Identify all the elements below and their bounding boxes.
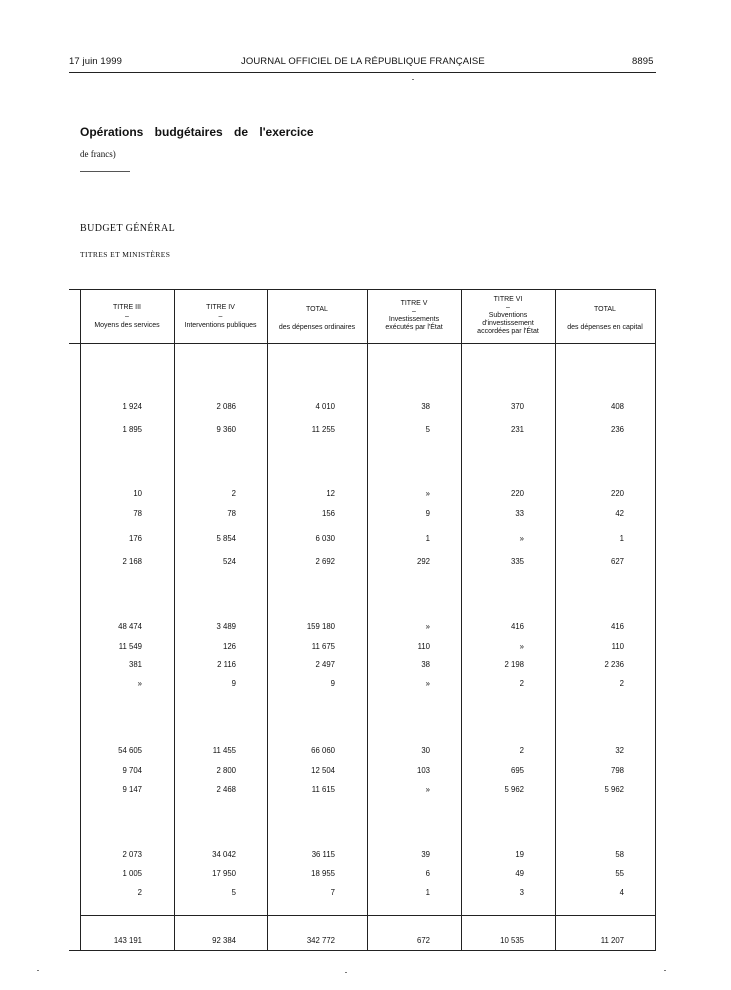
table-cell: 231 [510, 425, 524, 434]
column-header-line: TITRE VI [493, 296, 523, 303]
table-cell: 110 [417, 642, 430, 651]
table-cell: 524 [222, 557, 236, 566]
table-cell: 2 497 [315, 660, 335, 669]
table-cell: 159 180 [306, 622, 335, 631]
table-cell: 32 [615, 746, 624, 755]
table-cell: 48 474 [118, 622, 142, 631]
table-cell: 342 772 [306, 936, 335, 945]
column-header-titre-3 [80, 303, 174, 330]
table-cell: 58 [615, 850, 624, 859]
page-title: Opérations budgétaires de l'exercice [80, 125, 314, 139]
column-header-line: – [412, 308, 416, 315]
table-cell: 5 [231, 888, 236, 897]
table-cell: 1 005 [122, 869, 142, 878]
table-cell: 408 [610, 402, 624, 411]
table-cell: 36 115 [311, 850, 335, 859]
table-cell: 695 [510, 766, 524, 775]
table-cell: 103 [416, 766, 430, 775]
header-page-number: 8895 [632, 56, 654, 67]
table-cell: 2 236 [604, 660, 624, 669]
column-header-titre-6 [461, 296, 555, 336]
table-cell: 1 924 [122, 402, 142, 411]
table-cell: 370 [510, 402, 524, 411]
header-journal-title: JOURNAL OFFICIEL DE LA RÉPUBLIQUE FRANÇAISE [241, 56, 485, 67]
table-cell: 3 [519, 888, 524, 897]
table-cell: 220 [510, 489, 524, 498]
table-cell: 3 489 [216, 622, 236, 631]
table-cell: » [137, 679, 142, 688]
table-cell: 10 [133, 489, 142, 498]
table-cell: 78 [227, 509, 236, 518]
column-header-total-capital [555, 305, 655, 332]
table-cell: 2 168 [122, 557, 142, 566]
column-header-line: Moyens des services [94, 322, 160, 329]
column-header-line: – [125, 313, 129, 320]
table-cell: 1 895 [122, 425, 142, 434]
table-cell: 11 675 [311, 642, 335, 651]
table-cell: 30 [421, 746, 430, 755]
print-mark [37, 970, 39, 971]
table-cell: 7 [330, 888, 335, 897]
table-cell: 156 [321, 509, 335, 518]
table-total-rule [80, 915, 656, 916]
table-cell: 11 549 [118, 642, 142, 651]
table-cell: 9 [425, 509, 430, 518]
table-cell: 2 800 [216, 766, 236, 775]
table-cell: 9 704 [122, 766, 142, 775]
column-header-total-ordinaires [267, 305, 367, 332]
column-header-titre-4 [174, 303, 267, 330]
table-cell: 5 854 [216, 534, 236, 543]
table-cell: 2 [619, 679, 624, 688]
table-cell: 627 [610, 557, 624, 566]
table-top-rule [69, 289, 656, 290]
column-header-line: Interventions publiques [184, 322, 257, 329]
print-mark [664, 970, 666, 971]
table-cell: 2 [519, 746, 524, 755]
print-mark [412, 79, 414, 80]
table-cell: 2 [137, 888, 142, 897]
column-header-line: Investissements [388, 316, 440, 323]
table-cell: 143 191 [113, 936, 142, 945]
table-cell: 6 [425, 869, 430, 878]
column-header-line: des dépenses ordinaires [278, 324, 356, 331]
table-cell: 9 360 [216, 425, 236, 434]
table-cell: 55 [615, 869, 624, 878]
table-cell: 9 [330, 679, 335, 688]
table-cell: 34 042 [212, 850, 236, 859]
table-cell: 12 504 [311, 766, 335, 775]
table-cell: 10 535 [500, 936, 524, 945]
table-cell: 49 [515, 869, 524, 878]
table-cell: 798 [610, 766, 624, 775]
table-cell: » [425, 785, 430, 794]
table-cell: 38 [421, 660, 430, 669]
section-heading: BUDGET GÉNÉRAL [80, 223, 176, 234]
table-cell: » [519, 534, 524, 543]
table-cell: 2 692 [315, 557, 335, 566]
table-cell: 18 955 [311, 869, 335, 878]
table-cell: 126 [222, 642, 236, 651]
column-header-line: des dépenses en capital [567, 324, 643, 331]
table-cell: 2 116 [217, 660, 236, 669]
table-cell: 19 [515, 850, 524, 859]
table-cell: 9 [231, 679, 236, 688]
table-bottom-rule [69, 950, 656, 951]
column-header-line: – [506, 304, 510, 311]
table-cell: 5 962 [504, 785, 524, 794]
table-cell: 292 [416, 557, 430, 566]
table-cell: 236 [610, 425, 624, 434]
table-cell: 17 950 [212, 869, 236, 878]
column-header-line: – [218, 313, 223, 320]
table-cell: 1 [619, 534, 624, 543]
table-cell: 2 [231, 489, 236, 498]
table-cell: 6 030 [315, 534, 335, 543]
table-col-line [655, 290, 656, 950]
table-cell: 12 [326, 489, 335, 498]
table-cell: 2 073 [122, 850, 142, 859]
table-cell: 9 147 [122, 785, 142, 794]
page-subtitle: de francs) [80, 149, 116, 159]
table-cell: 5 [425, 425, 430, 434]
table-cell: 2 086 [216, 402, 236, 411]
column-header-line: Subventions [488, 312, 528, 319]
column-header-spacer [555, 314, 655, 323]
column-header-line: exécutés par l'État [385, 324, 443, 331]
column-header-line: d'investissement accordées par l'État [477, 320, 539, 335]
column-header-line: TITRE III [113, 304, 141, 311]
table-cell: 176 [128, 534, 142, 543]
table-cell: 4 010 [315, 402, 335, 411]
table-cell: 66 060 [311, 746, 335, 755]
print-mark [345, 972, 347, 973]
table-cell: 672 [416, 936, 430, 945]
table-cell: 54 605 [118, 746, 142, 755]
table-cell: 11 455 [212, 746, 236, 755]
column-header-titre-5 [367, 300, 461, 332]
column-header-line: TITRE IV [206, 304, 235, 311]
table-cell: 381 [128, 660, 142, 669]
table-cell: » [519, 642, 524, 651]
column-header-spacer [267, 314, 367, 323]
column-header-line: TITRE V [400, 300, 428, 307]
table-cell: 11 255 [311, 425, 335, 434]
table-cell: 11 615 [311, 785, 335, 794]
table-cell: 39 [421, 850, 430, 859]
table-cell: 92 384 [212, 936, 236, 945]
column-header-line: TOTAL [594, 306, 616, 313]
table-cell: » [425, 622, 430, 631]
table-cell: 1 [425, 888, 430, 897]
table-cell: 4 [619, 888, 624, 897]
table-cell: 110 [611, 642, 624, 651]
table-cell: 335 [510, 557, 524, 566]
subsection-heading: TITRES ET MINISTÈRES [80, 250, 171, 259]
table-header-rule [69, 343, 656, 344]
table-cell: 11 207 [600, 936, 624, 945]
table-cell: 5 962 [604, 785, 624, 794]
table-cell: 2 198 [504, 660, 524, 669]
table-cell: 220 [610, 489, 624, 498]
table-cell: 38 [421, 402, 430, 411]
table-cell: 416 [610, 622, 624, 631]
table-cell: 78 [133, 509, 142, 518]
column-header-line: TOTAL [306, 306, 328, 313]
table-cell: 416 [510, 622, 524, 631]
header-date: 17 juin 1999 [69, 56, 122, 67]
table-cell: 1 [425, 534, 430, 543]
table-cell: 2 [519, 679, 524, 688]
table-cell: » [425, 679, 430, 688]
table-cell: » [425, 489, 430, 498]
table-cell: 2 468 [216, 785, 236, 794]
table-cell: 42 [615, 509, 624, 518]
table-cell: 33 [515, 509, 524, 518]
